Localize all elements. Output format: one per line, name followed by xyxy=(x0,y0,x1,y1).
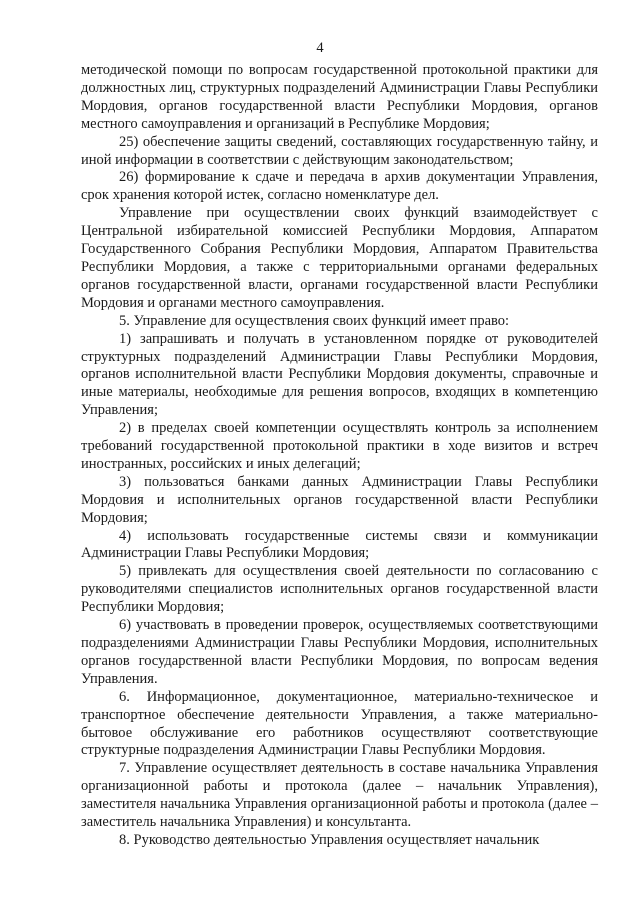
paragraph: 4) использовать государственные системы связи и коммуникации Администрации Главы Республики Мордовия; xyxy=(81,527,598,562)
paragraph: 5. Управление для осуществления своих функций имеет право: xyxy=(119,312,510,329)
paragraph: Управление при осуществлении своих функций взаимодействует с Центральной избирательной комиссией Республики Мордовия, Аппаратом Государственного Собрания Республики Мордовия, Аппаратом Правительства Республики Мордовия, а также с территориальными органами федеральных органов государственной власти, органами государственной власти Республики Мордовия и органами местного самоуправления. xyxy=(81,205,598,311)
paragraph: 3) пользоваться банками данных Администрации Главы Республики Мордовия и исполнительных органов государственной власти Республики Мордовия; xyxy=(81,473,598,526)
paragraph: 6) участвовать в проведении проверок, осуществляемых соответствующими подразделениями Администрации Главы Республики Мордовия, исполнительных органов государственной власти Республики Мордовия, по вопросам ведения Управления. xyxy=(81,617,598,687)
paragraph: 26) формирование к сдаче и передача в архив документации Управления, срок хранения которой истек, согласно номенклатуре дел. xyxy=(81,169,598,204)
paragraph: 1) запрашивать и получать в установленном порядке от руководителей структурных подразделений Администрации Главы Республики Мордовия, органов исполнительной власти Республики Мордовия документы, справочные и иные материалы, необходимые для решения вопросов, входящих в компетенцию Управления; xyxy=(81,330,598,419)
paragraph: 8. Руководство деятельностью Управления осуществляет начальник xyxy=(119,831,540,848)
paragraph: 2) в пределах своей компетенции осуществлять контроль за исполнением требований государственной протокольной практики в ходе визитов и встреч иностранных, российских и иных делегаций; xyxy=(81,420,598,472)
paragraph: 5) привлекать для осуществления своей деятельности по согласованию с руководителями специалистов исполнительных органов государственной власти Республики Мордовия; xyxy=(81,563,598,616)
paragraph: 25) обеспечение защиты сведений, составляющих государственную тайну, и иной информации в соответствии с действующим законодательством; xyxy=(81,133,598,168)
paragraph: 7. Управление осуществляет деятельность в составе начальника Управления организационной работы и протокола (далее – начальник Управления), заместителя начальника Управления организационной работы и протокола (далее – заместитель начальника Управления) и консультанта. xyxy=(81,760,598,831)
document-body xyxy=(81,62,598,850)
paragraph: методической помощи по вопросам государственной протокольной практики для должностных лиц, структурных подразделений Администрации Главы Республики Мордовия, органов государственной власти Республики Мордовия, органов местного самоуправления и организаций в Республике Мордовия; xyxy=(81,62,598,132)
paragraph: 6. Информационное, документационное, материально-техническое и транспортное обеспечение деятельности Управления, а также материально-бытовое обслуживание его работников осуществляют соответствующие структурные подразделения Администрации Главы Республики Мордовия. xyxy=(81,688,598,759)
page-number: 4 xyxy=(316,40,324,56)
